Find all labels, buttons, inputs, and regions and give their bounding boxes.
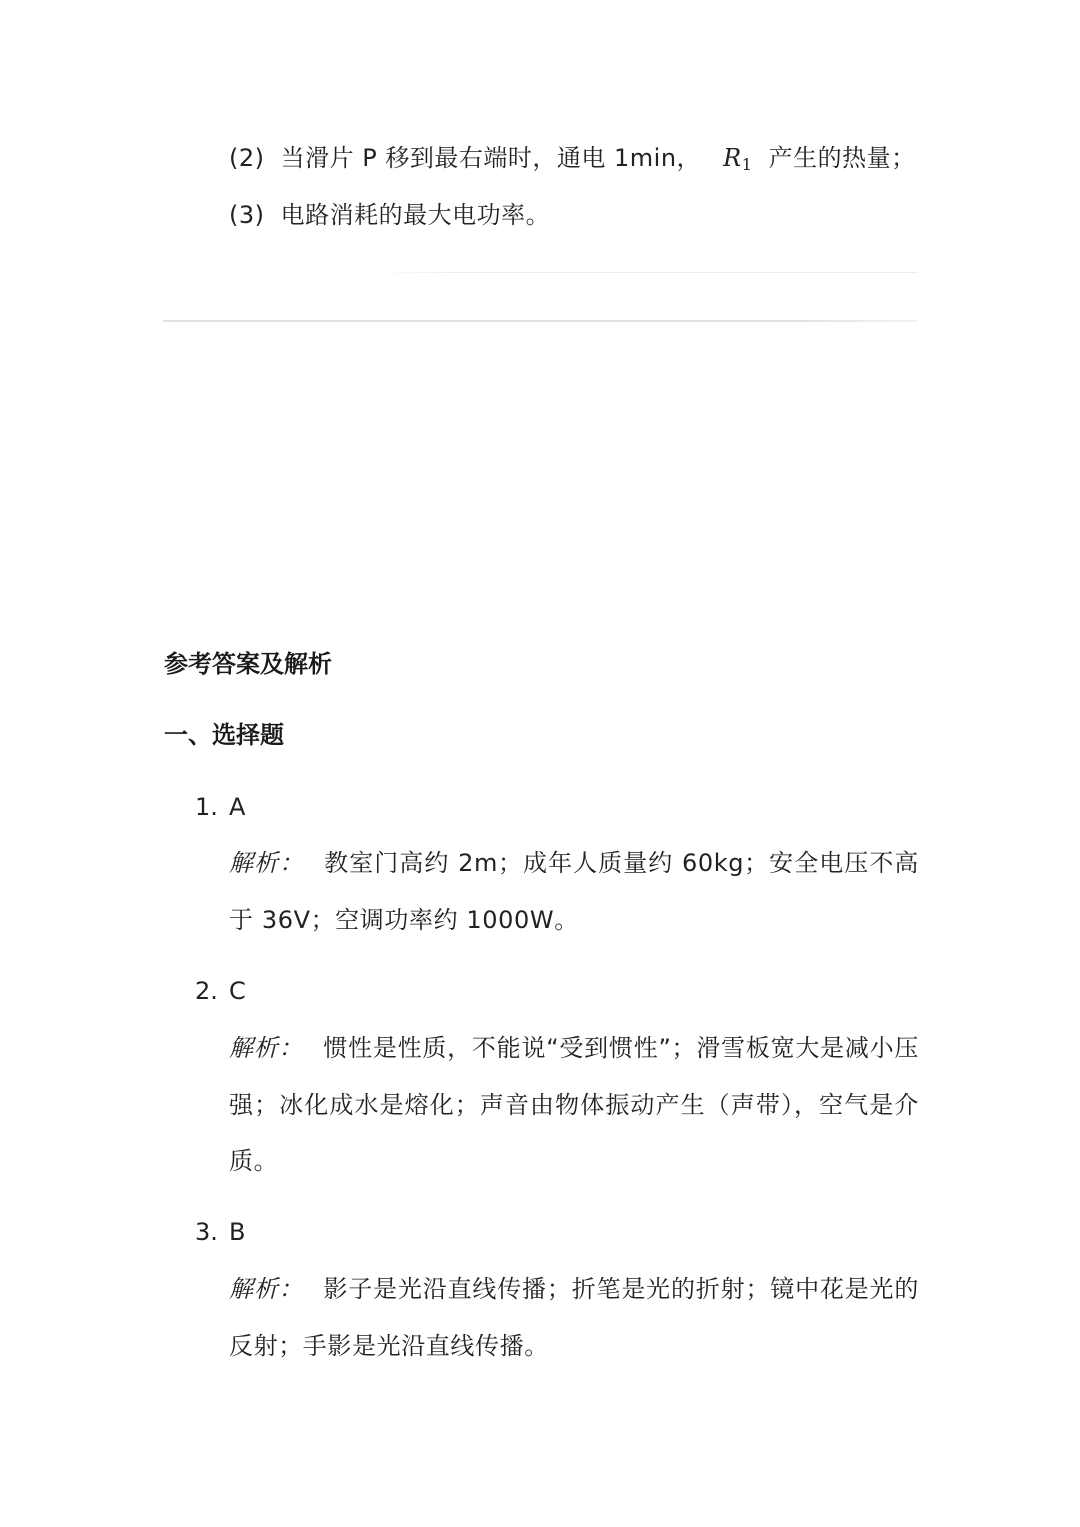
resistor-symbol-subscript: 1 [741, 155, 753, 174]
answer-3-analysis-text: 影子是光沿直线传播；折笔是光的折射；镜中花是光的反射；手影是光沿直线传播。 [229, 1275, 919, 1360]
answer-1-number: 1. [195, 793, 218, 821]
answers-title: 参考答案及解析 [164, 650, 332, 678]
short-divider [375, 272, 918, 273]
analysis-label: 解析： [229, 849, 305, 877]
question-3-line [229, 198, 550, 232]
answer-3-number: 3. [195, 1218, 218, 1246]
resistor-symbol-base: R [723, 144, 742, 172]
answer-3-analysis [229, 1261, 919, 1374]
answer-2-analysis [229, 1020, 919, 1190]
question-3-number: (3) [229, 201, 265, 229]
answer-2-analysis-text: 惯性是性质，不能说“受到惯性”；滑雪板宽大是减小压强；冰化成水是熔化；声音由物体振动产生（声带），空气是介质。 [229, 1034, 919, 1175]
answer-1-analysis [229, 835, 919, 948]
analysis-label: 解析： [229, 1034, 304, 1062]
question-2-text-before: 当滑片 P 移到最右端时，通电 1min， [280, 144, 702, 172]
question-3-text: 电路消耗的最大电功率。 [280, 201, 551, 229]
resistor-symbol [723, 144, 752, 172]
answer-item-1 [195, 790, 245, 824]
analysis-label: 解析： [229, 1275, 304, 1303]
answer-item-2 [195, 974, 246, 1008]
question-2-number: (2) [229, 144, 265, 172]
answer-1-choice: A [229, 793, 246, 821]
answer-2-number: 2. [195, 977, 218, 1005]
question-2-text-after: 产生的热量； [768, 144, 916, 172]
question-2-line [229, 141, 916, 182]
answer-2-choice: C [229, 977, 246, 1005]
answer-1-analysis-text: 教室门高约 2m；成年人质量约 60kg；安全电压不高于 36V；空调功率约 1000W。 [229, 849, 919, 934]
section-title: 一、选择题 [164, 721, 284, 749]
answer-item-3 [195, 1215, 245, 1249]
section-divider [163, 320, 918, 322]
answer-3-choice: B [229, 1218, 246, 1246]
